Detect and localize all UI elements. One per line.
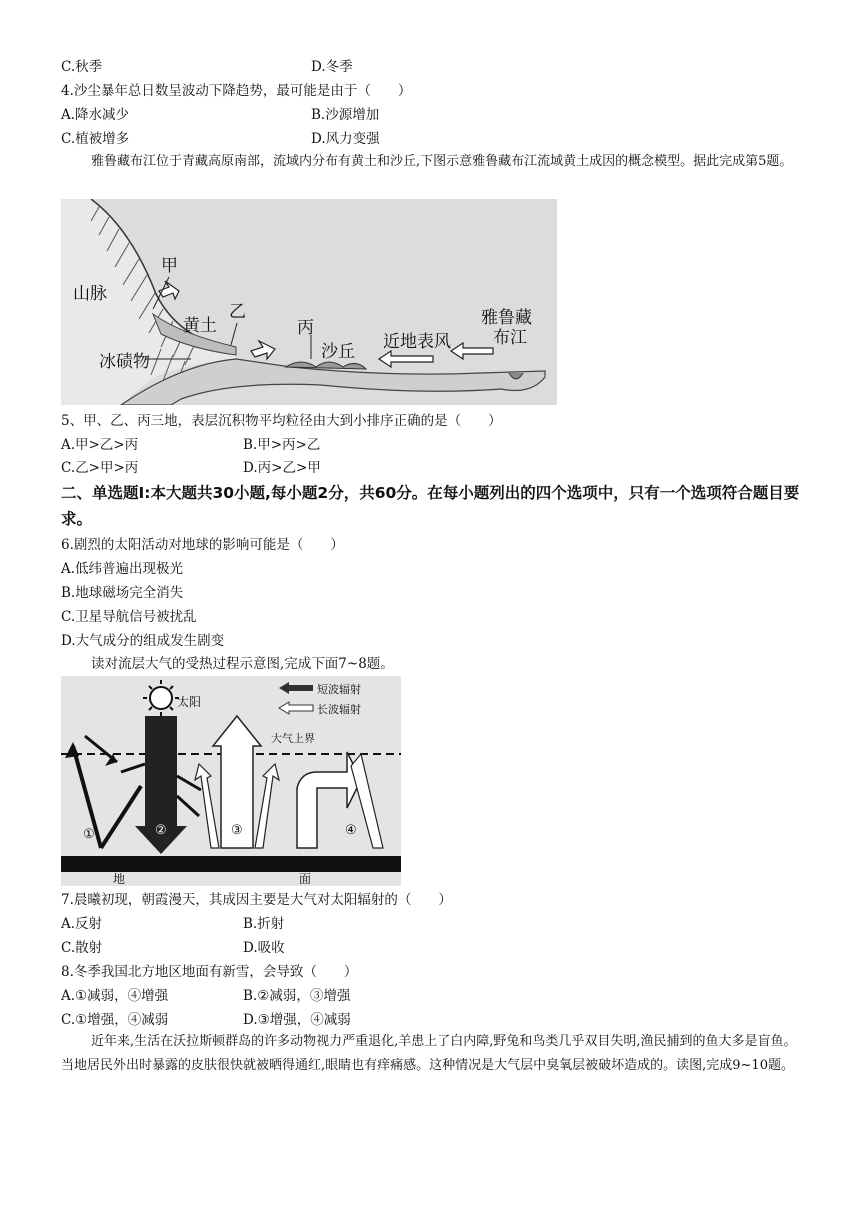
q5-options-cd — [61, 458, 321, 478]
q5-options-ab — [61, 435, 321, 455]
q8-options-cd — [61, 1010, 351, 1030]
q8-stem: 8.冬季我国北方地区地面有新雪，会导致（ ） — [61, 964, 358, 980]
q3-option-d: D.冬季 — [311, 59, 353, 75]
label-sun: 太阳 — [177, 695, 202, 709]
q5-option-c: C.乙>甲>丙 — [61, 460, 139, 476]
atmosphere-heating-figure — [61, 676, 401, 886]
loess-formation-figure — [61, 199, 557, 405]
q8-option-d: D.③增强，④减弱 — [243, 1012, 351, 1028]
q3-option-c: C.秋季 — [61, 59, 103, 75]
q4-stem: 4.沙尘暴年总日数呈波动下降趋势，最可能是由于（ ） — [61, 83, 412, 99]
q4-option-d: D.风力变强 — [311, 131, 380, 147]
q4-option-c: C.植被增多 — [61, 131, 130, 147]
q6-option-b: B.地球磁场完全消失 — [61, 585, 184, 601]
q6-stem: 6.剧烈的太阳活动对地球的影响可能是（ ） — [61, 537, 344, 553]
q5-option-d: D.丙>乙>甲 — [243, 460, 321, 476]
label-wind: 近地表风 — [383, 332, 451, 352]
legend-long-wave: 长波辐射 — [317, 703, 361, 716]
passage-q7-8: 读对流层大气的受热过程示意图,完成下面7~8题。 — [91, 656, 394, 672]
label-n1: ① — [83, 827, 95, 842]
label-dune: 沙丘 — [321, 342, 355, 362]
q5-option-b: B.甲>丙>乙 — [243, 437, 321, 453]
label-n3: ③ — [231, 823, 243, 838]
q8-options-ab — [61, 986, 351, 1006]
section-2-heading: 二、单选题Ⅰ:本大题共30小题,每小题2分，共60分。在每小题列出的四个选项中，只有一个选项符合题目要求。 — [61, 484, 800, 528]
q3-options — [61, 57, 353, 77]
q6-option-d: D.大气成分的组成发生剧变 — [61, 633, 225, 649]
q5-option-a: A.甲>乙>丙 — [61, 437, 139, 453]
label-moraine: 冰碛物 — [99, 352, 150, 372]
label-upper-atmosphere: 大气上界 — [271, 732, 315, 745]
passage-q9-10: 近年来,生活在沃拉斯顿群岛的许多动物视力严重退化,羊患上了白内障,野兔和鸟类几乎双目失明,渔民捕到的鱼大多是盲鱼。当地居民外出时暴露的皮肤很快就被晒得通红,眼睛也有痒痛感。这种情况是大气层中臭氧层被破坏造成的。读图,完成9~10题。 — [61, 1034, 797, 1073]
q4-option-a: A.降水减少 — [61, 107, 130, 123]
label-yi: 乙 — [229, 302, 246, 322]
label-ground-2: 面 — [299, 872, 312, 886]
q8-option-a: A.①减弱，④增强 — [61, 988, 169, 1004]
legend-short-wave: 短波辐射 — [317, 683, 361, 696]
q4-options-cd — [61, 129, 380, 149]
label-mountain: 山脉 — [73, 284, 107, 304]
label-n2: ② — [155, 823, 167, 838]
label-n4: ④ — [345, 823, 357, 838]
q7-option-d: D.吸收 — [243, 940, 285, 956]
q7-options-cd — [61, 938, 285, 958]
q6-option-c: C.卫星导航信号被扰乱 — [61, 609, 197, 625]
q7-option-b: B.折射 — [243, 916, 285, 932]
label-ground-1: 地 — [113, 872, 126, 886]
label-jia: 甲 — [161, 256, 178, 276]
label-bing: 丙 — [297, 318, 314, 338]
label-river-2: 布江 — [493, 328, 527, 348]
q8-option-b: B.②减弱，③增强 — [243, 988, 351, 1004]
label-river-1: 雅鲁藏 — [481, 308, 532, 328]
q7-stem: 7.晨曦初现，朝霞漫天，其成因主要是大气对太阳辐射的（ ） — [61, 892, 452, 908]
q6-option-a: A.低纬普遍出现极光 — [61, 561, 184, 577]
q8-option-c: C.①增强，④减弱 — [61, 1012, 169, 1028]
q4-option-b: B.沙源增加 — [311, 107, 380, 123]
q4-options-ab — [61, 105, 380, 125]
passage-q5: 雅鲁藏布江位于青藏高原南部，流域内分布有黄土和沙丘,下图示意雅鲁藏布江流域黄土成因的概念模型。据此完成第5题。 — [91, 154, 793, 169]
label-loess: 黄土 — [183, 316, 217, 336]
q7-options-ab — [61, 914, 285, 934]
q7-option-c: C.散射 — [61, 940, 103, 956]
q7-option-a: A.反射 — [61, 916, 103, 932]
q5-stem: 5、甲、乙、丙三地，表层沉积物平均粒径由大到小排序正确的是（ ） — [61, 413, 502, 429]
